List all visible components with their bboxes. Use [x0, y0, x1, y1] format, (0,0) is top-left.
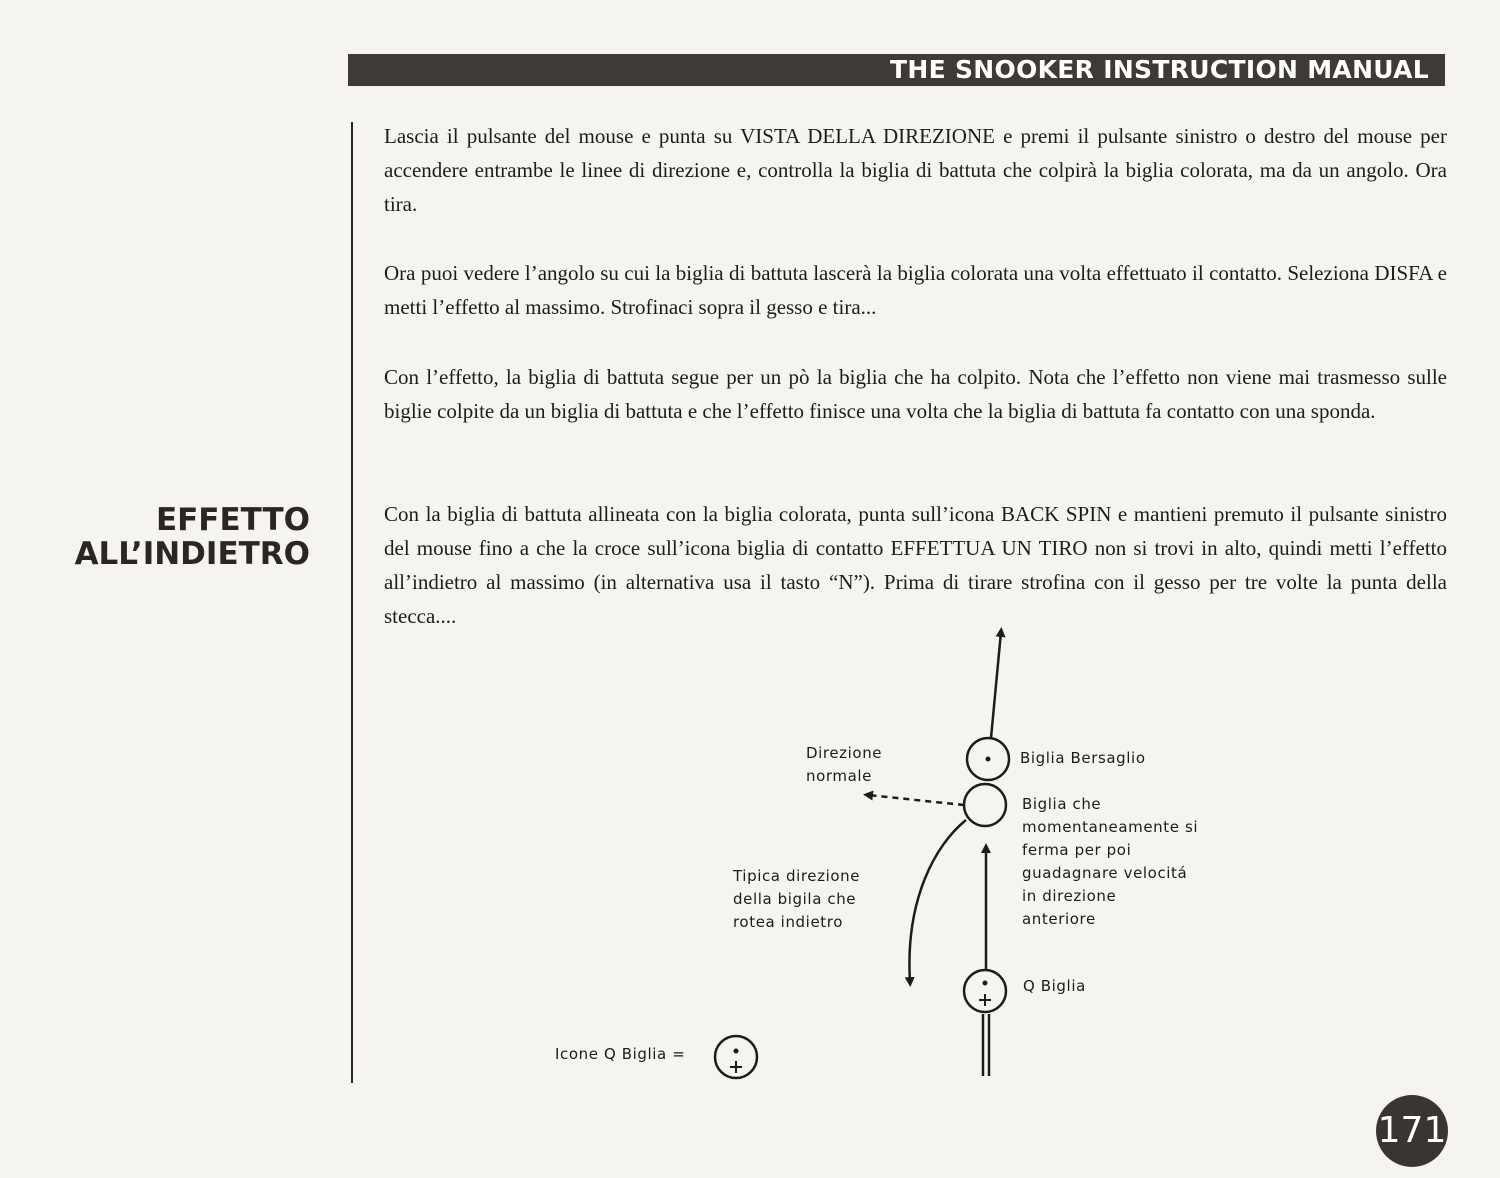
paragraph-3: Con l’effetto, la biglia di battuta segue per un pò la biglia che ha colpito. Nota che l’effetto non viene mai trasmesso sulle biglie colpite da un biglia di battuta e che l’effetto finisce una volta che la biglia di battuta fa contatto con una sponda. — [384, 365, 1447, 423]
section-heading-line-1: EFFETTO — [155, 502, 310, 538]
paragraph-1: Lascia il pulsante del mouse e punta su VISTA DELLA DIREZIONE e premi il pulsante sinistro o destro del mouse per accendere entrambe le linee di direzione e, controlla la biglia di battuta che colpirà la biglia colorata, ma da un angolo. Ora tira. — [384, 124, 1447, 216]
target-outgoing-line — [991, 632, 1001, 738]
label-target-ball: Biglia Bersaglio — [1020, 749, 1146, 767]
paragraph-2: Ora puoi vedere l’angolo su cui la biglia di battuta lascerà la biglia colorata una volta effettuato il contatto. Seleziona DISFA e metti l’effetto al massimo. Strofinaci sopra il gesso e tira... — [384, 261, 1447, 319]
normal-direction-line — [868, 795, 964, 805]
label-backspin-direction: Tipica direzione della bigila che rotea indietro — [733, 867, 861, 931]
label-normal-direction: Direzione normale — [806, 744, 883, 785]
page-number: 171 — [1376, 1095, 1448, 1167]
backspin-path — [909, 820, 966, 982]
manual-title: THE SNOOKER INSTRUCTION MANUAL — [890, 55, 1429, 84]
paragraph-4: Con la biglia di battuta allineata con la biglia colorata, punta sull’icona BACK SPIN e mantieni premuto il pulsante sinistro del mouse fino a che la croce sull’icona biglia di contatto EFFETTUA UN TIRO non si trovi in alto, quindi metti l’effetto all’indietro al massimo (in alternativa usa il tasto “N”). Prima di tirare strofina con il gesso per tre volte la punta della stecca.... — [384, 502, 1447, 628]
section-heading-line-2: ALL’INDIETRO — [74, 536, 310, 572]
label-cue-ball-icon: Icone Q Biglia = — [555, 1045, 686, 1063]
label-stopped-ball: Biglia che momentaneamente si ferma per poi guadagnare velocitá in direzione anteriore — [1022, 795, 1199, 928]
stopped-cue-ball-icon — [964, 784, 1006, 826]
label-cue-ball: Q Biglia — [1023, 977, 1086, 995]
